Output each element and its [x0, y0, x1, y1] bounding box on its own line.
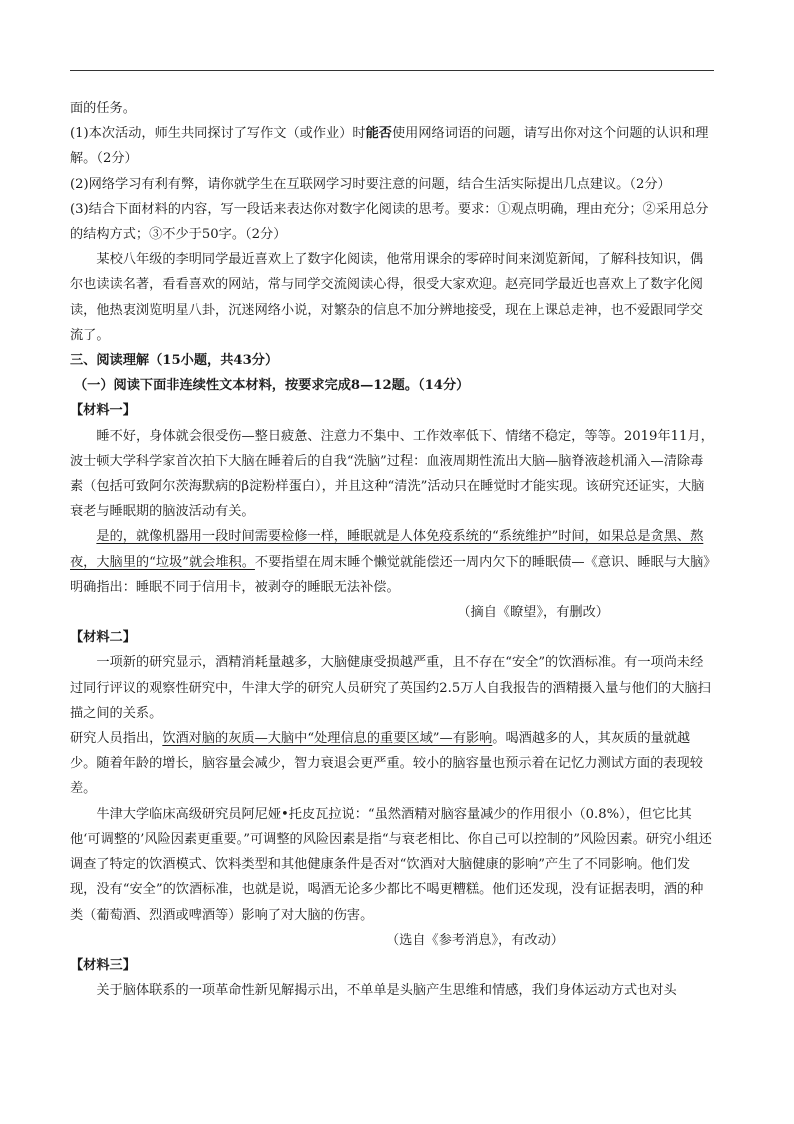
question-2: (2)网络学习有利有弊，请你就学生在互联网学习时要注意的问题，结合生活实际提出几点建议。（2分）: [70, 176, 671, 192]
question-1: [70, 121, 714, 171]
material-3-paragraph-1: 关于脑体联系的一项革命性新见解揭示出，不单单是头脑产生思维和情感，我们身体运动方式也对头: [96, 983, 677, 999]
material-2-paragraph-2: [70, 726, 714, 802]
material-2-underlined: 饮酒对脑的灰质—大脑中“处理信息的重要区域”—有影响: [162, 731, 493, 747]
case-material: 某校八年级的李明同学最近喜欢上了数字化阅读，他常用课余的零碎时间来浏览新闻，了解科技知识，偶尔也读读名著，看看喜欢的网站，常与同学交流阅读心得，很受大家欢迎。赵亮同学最近也喜欢上了数字化阅读，他热衷浏览明星八卦，沉迷网络小说，对繁杂的信息不加分辨地接受，现在上课总走神，也不爱跟同学交流了。: [70, 252, 704, 343]
material-1-paragraph-2-rest: 不要指望在周末睡个懒觉就能偿还一周内欠下的睡眠债—《意识、睡眠与大脑》明确指出：睡眠不同于信用卡，被剥夺的睡眠无法补偿。: [70, 554, 710, 595]
question-1-keyword: 能否: [365, 126, 392, 142]
document-body: [70, 96, 714, 1003]
material-3-tag: 【材料三】: [70, 957, 136, 973]
material-1-source: （摘自《瞭望》，有删改）: [457, 605, 609, 621]
material-1-paragraph-2: [70, 524, 714, 600]
material-2-tag: 【材料二】: [70, 630, 136, 646]
material-2-paragraph-2-b: 。喝酒越多的人，其灰质的量就越少。随着年龄的增长，脑容量会减少，智力衰退会更严重。较小的脑容量也预示着在记忆力测试方面的表现较差。: [70, 731, 703, 797]
material-2-paragraph-2-a: 研究人员指出，: [70, 731, 163, 747]
intro-tail: 面的任务。: [70, 101, 136, 116]
material-1-underlined: 是的，就像机器用一段时间需要检修一样，睡眠就是人体免疫系统的“系统维护”时间，如果总是贪黑、熬夜，大脑里的“垃圾”就会堆积。: [70, 529, 704, 570]
material-1-tag: 【材料一】: [70, 403, 136, 419]
material-2-source: （选自《参考消息》，有改动）: [385, 932, 564, 948]
question-3: (3)结合下面材料的内容，写一段话来表达你对数字化阅读的思考。要求：①观点明确，理由充分；②采用总分的结构方式；③不少于50字。（2分）: [70, 201, 709, 243]
part-heading: （一）阅读下面非连续性文本材料，按要求完成8—12题。（14分）: [74, 378, 470, 394]
question-1-part-a: (1)本次活动，师生共同探讨了写作文（或作业）时: [70, 126, 366, 142]
material-2-paragraph-3: 牛津大学临床高级研究员阿尼娅•托皮瓦拉说：“虽然酒精对脑容量减少的作用很小（0.8%），但它比其他‘可调整的’风险因素更重要。”可调整的风险因素是指“与衰老相比、你自己可以控制的”风险因素。研究小组还调查了特定的饮酒模式、饮料类型和其他健康条件是否对“饮酒对大脑健康的影响”产生了不同影响。他们发现，没有“安全”的饮酒标准，也就是说，喝酒无论多少都比不喝更糟糕。他们还发现，没有证据表明，酒的种类（葡萄酒、烈酒或啤酒等）影响了对大脑的伤害。: [70, 806, 712, 923]
material-2-paragraph-1: 一项新的研究显示，酒精消耗量越多，大脑健康受损越严重，且不存在“安全”的饮酒标准。有一项尚未经过同行评议的观察性研究中，牛津大学的研究人员研究了英国约2.5万人自我报告的酒精摄入量与他们的大脑扫描之间的关系。: [70, 655, 711, 721]
question-1-part-c: 使用网络词语的问题，请写出你对这个问题的认识和理解。（2分）: [70, 126, 709, 167]
section-heading: 三、阅读理解（15小题，共43分）: [70, 353, 279, 369]
header-rule: [70, 70, 714, 71]
material-1-paragraph-1: 睡不好，身体就会很受伤—整日疲惫、注意力不集中、工作效率低下、情绪不稳定，等等。2019年11月，波士顿大学科学家首次拍下大脑在睡着后的自我“洗脑”过程：血液周期性流出大脑—脑脊液趁机涌入—清除毒素（包括可致阿尔茨海默病的β淀粉样蛋白），并且这种“清洗”活动只在睡觉时才能实现。该研究还证实，大脑衰老与睡眠期的脑波活动有关。: [70, 428, 714, 520]
